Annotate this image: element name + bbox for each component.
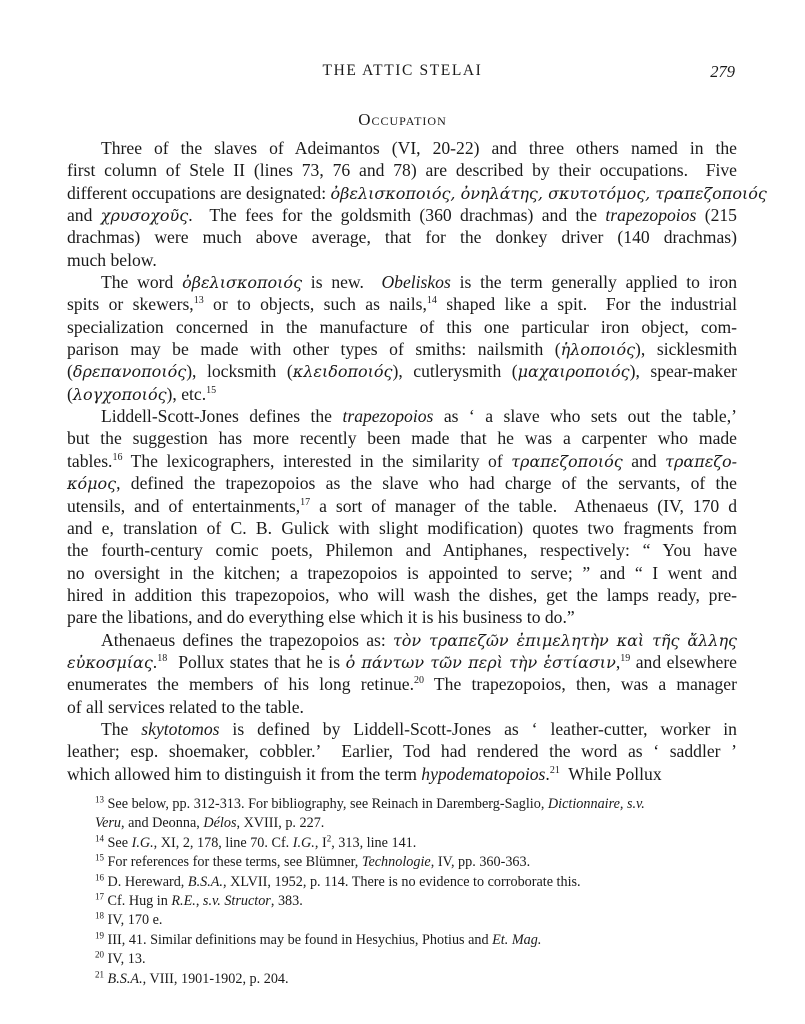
greek-term: τραπεζοποιός bbox=[511, 451, 623, 471]
footnote bbox=[95, 795, 755, 814]
text-run: , and Deonna, bbox=[121, 815, 204, 832]
text-line bbox=[67, 182, 767, 204]
italic-term: Technologie bbox=[361, 854, 431, 871]
text-line bbox=[67, 763, 737, 785]
text-run: spits or skewers, bbox=[67, 294, 194, 315]
italic-term: Veru bbox=[95, 815, 122, 832]
italic-term: trapezopoios bbox=[342, 406, 434, 427]
footnotes bbox=[95, 795, 755, 989]
footnote-ref: 21 bbox=[95, 968, 104, 979]
italic-term: Obeliskos bbox=[381, 272, 451, 293]
text-run: , 383. bbox=[270, 892, 303, 909]
text-line bbox=[67, 204, 737, 226]
text-run: The trapezopoios, then, was a manager bbox=[424, 674, 737, 695]
text-run: enumerates the members of his long retinue. bbox=[67, 674, 415, 695]
text-line bbox=[67, 539, 737, 561]
text-run: different occupations are designated: bbox=[67, 182, 331, 203]
text-run: The lexicographers, interested in the similarity of bbox=[122, 450, 512, 471]
text-run: is the term generally applied to iron bbox=[450, 272, 737, 293]
footnote-ref: 17 bbox=[300, 496, 311, 508]
italic-term: trapezopoios bbox=[605, 205, 697, 226]
text-line bbox=[67, 293, 737, 315]
text-run: is new. bbox=[302, 272, 382, 293]
text-line bbox=[67, 740, 737, 762]
text-run: drachmas) were much above average, that for the donkey driver (140 drachmas) bbox=[67, 227, 737, 248]
text-line bbox=[67, 159, 737, 181]
greek-term: ὁ πάντων τῶν περὶ τὴν ἑστίασιν bbox=[345, 652, 616, 672]
italic-term: B.S.A. bbox=[107, 970, 143, 987]
text-line bbox=[67, 360, 737, 382]
text-run: D. Hereward, bbox=[104, 873, 188, 890]
text-run: The bbox=[101, 718, 142, 739]
text-line bbox=[67, 137, 737, 159]
text-run: (215 bbox=[696, 205, 737, 226]
footnote bbox=[95, 834, 755, 853]
text-run: and e, translation of C. B. Gulick with slight modification) quotes two fragments from bbox=[67, 517, 737, 538]
text-run: The word bbox=[101, 272, 183, 293]
text-line bbox=[67, 673, 737, 695]
text-run: ( bbox=[67, 383, 73, 404]
text-line bbox=[67, 651, 737, 673]
text-run: , XVIII, p. 227. bbox=[236, 815, 325, 832]
text-run: or to objects, such as nails, bbox=[203, 294, 427, 315]
footnote bbox=[95, 950, 755, 969]
text-run: and elsewhere bbox=[630, 651, 737, 672]
greek-term: κόμος bbox=[67, 474, 117, 494]
italic-term: s.v. Structor bbox=[202, 892, 271, 909]
page-header bbox=[0, 62, 805, 86]
italic-term: B.S.A. bbox=[187, 873, 223, 890]
greek-term: χρυσοχοῦς bbox=[100, 206, 189, 226]
text-line bbox=[67, 517, 737, 539]
text-line bbox=[67, 584, 737, 606]
greek-term: τραπεζο- bbox=[665, 451, 737, 471]
text-run: but the suggestion has more recently been made that he was a carpenter who made bbox=[67, 428, 737, 449]
text-run: Cf. Hug in bbox=[104, 892, 172, 909]
italic-term: Délos bbox=[203, 815, 237, 832]
italic-term: skytotomos bbox=[141, 718, 220, 739]
text-run: ), spear-maker bbox=[629, 361, 737, 382]
text-run: the fourth-century comic poets, Philemon and Antiphanes, respectively: “ You have bbox=[67, 540, 737, 561]
text-run: of all services related to the table. bbox=[67, 696, 304, 717]
text-run: , 313, line 141. bbox=[331, 834, 417, 851]
text-run: ), cutlerysmith ( bbox=[392, 361, 518, 382]
text-run: hired in addition this trapezopoios, who will wash the dishes, get the lamps ready, pre- bbox=[67, 584, 737, 605]
page-number: 279 bbox=[710, 62, 735, 81]
text-line bbox=[67, 562, 737, 584]
greek-term: εὐκοσμίας bbox=[67, 652, 153, 672]
greek-term: τὸν τραπεζῶν ἐπιμελητὴν καὶ τῆς ἄλλης bbox=[392, 630, 737, 650]
text-run: Pollux states that he is bbox=[167, 651, 346, 672]
text-run: and bbox=[67, 205, 101, 226]
text-run: , bbox=[615, 651, 621, 672]
greek-term: ὀβελισκοποιός bbox=[182, 273, 303, 293]
footnote-ref: 15 bbox=[206, 384, 217, 396]
greek-term: ὀβελισκοποιός, ὀνηλάτης, σκυτοτόμος, τραπεζοποιός bbox=[330, 183, 767, 203]
footnote-ref: 14 bbox=[95, 833, 104, 844]
text-run: , XI, 2, 178, line 70. Cf. bbox=[153, 834, 293, 851]
text-run: , IV, pp. 360-363. bbox=[430, 854, 531, 871]
text-run: . The fees for the goldsmith (360 drachmas) and the bbox=[188, 205, 606, 226]
text-run: and bbox=[622, 450, 666, 471]
footnote bbox=[95, 970, 755, 989]
footnote bbox=[95, 873, 755, 892]
italic-term: Dictionnaire, s.v. bbox=[547, 796, 645, 812]
text-run: . bbox=[152, 651, 158, 672]
footnote-ref: 16 bbox=[112, 451, 123, 463]
text-line bbox=[67, 405, 737, 427]
text-run: Athenaeus defines the trapezopoios as: bbox=[101, 629, 393, 650]
italic-term: Et. Mag. bbox=[492, 931, 542, 948]
text-line bbox=[67, 383, 737, 405]
text-run: shaped like a spit. For the industrial bbox=[436, 294, 737, 315]
text-run: a sort of manager of the table. Athenaeus (IV, 170 d bbox=[310, 495, 737, 516]
text-line bbox=[67, 696, 737, 718]
text-run: , VIII, 1901-1902, p. 204. bbox=[142, 970, 289, 987]
text-run: as ‘ a slave who sets out the table,’ bbox=[433, 406, 737, 427]
text-run: specialization concerned in the manufacture of this one particular iron object, com- bbox=[67, 316, 737, 337]
text-line bbox=[67, 450, 737, 472]
text-run: utensils, and of entertainments, bbox=[67, 495, 301, 516]
text-run: IV, 13. bbox=[104, 951, 146, 968]
text-line bbox=[67, 629, 737, 651]
text-run: is defined by Liddell-Scott-Jones as ‘ leather-cutter, worker in bbox=[219, 718, 737, 739]
text-run: , XLVII, 1952, p. 114. There is no evidence to corroborate this. bbox=[222, 873, 581, 890]
text-run: See bbox=[104, 834, 132, 851]
text-run: Three of the slaves of Adeimantos (VI, 20-22) and three others named in the bbox=[101, 138, 737, 158]
running-head: THE ATTIC STELAI bbox=[322, 62, 483, 79]
text-line bbox=[67, 472, 737, 494]
greek-term: ἡλοποιός bbox=[560, 340, 636, 360]
text-run: See below, pp. 312-313. For bibliography, see Reinach in Daremberg-Saglio, bbox=[104, 796, 548, 812]
text-run: , I bbox=[314, 834, 327, 851]
footnote bbox=[95, 931, 755, 950]
footnote-ref: 20 bbox=[414, 675, 425, 687]
text-line bbox=[67, 249, 737, 271]
footnote-ref: 19 bbox=[620, 653, 631, 665]
text-run: . bbox=[545, 763, 550, 784]
text-run: tables. bbox=[67, 450, 113, 471]
text-line bbox=[67, 718, 737, 740]
footnote-ref: 15 bbox=[95, 852, 104, 863]
italic-term: R.E. bbox=[171, 892, 196, 909]
footnote-ref: 18 bbox=[95, 910, 104, 921]
footnote-ref: 14 bbox=[426, 295, 437, 307]
text-run: leather; esp. shoemaker, cobbler.’ Earlier, Tod had rendered the word as ‘ saddler ’ bbox=[67, 741, 737, 762]
text-line bbox=[67, 226, 737, 248]
footnote-ref: 20 bbox=[95, 949, 104, 960]
text-run: ), locksmith ( bbox=[186, 361, 293, 382]
text-run: ), etc. bbox=[166, 383, 207, 404]
text-run: first column of Stele II (lines 73, 76 and 78) are described by their occupations. Five bbox=[67, 160, 737, 181]
footnote-ref: 18 bbox=[157, 653, 168, 665]
footnote bbox=[95, 892, 755, 911]
text-run: ), sicklesmith bbox=[635, 339, 737, 360]
text-run: no oversight in the kitchen; a trapezopoios is appointed to serve; ” and “ I went and bbox=[67, 562, 737, 583]
greek-term: κλειδοποιός bbox=[292, 362, 393, 382]
superscript: 2 bbox=[326, 833, 332, 844]
text-run: While Pollux bbox=[559, 763, 662, 784]
text-run: parison may be made with other types of smiths: nailsmith ( bbox=[67, 339, 561, 360]
footnote-ref: 13 bbox=[95, 794, 104, 805]
body-text bbox=[67, 137, 767, 785]
text-run: pare the libations, and do everything else which it is his business to do.” bbox=[67, 607, 575, 628]
footnote-ref: 16 bbox=[95, 871, 104, 882]
text-run: , bbox=[195, 892, 203, 909]
footnote-ref: 21 bbox=[549, 764, 560, 776]
text-line bbox=[67, 427, 737, 449]
text-line bbox=[67, 606, 737, 628]
text-run: Liddell-Scott-Jones defines the bbox=[101, 406, 343, 427]
footnote bbox=[95, 853, 755, 872]
footnote-ref: 17 bbox=[95, 891, 104, 902]
greek-term: δρεπανοποιός bbox=[72, 362, 187, 382]
text-run: which allowed him to distinguish it from the term bbox=[67, 763, 422, 784]
text-run: III, 41. Similar definitions may be found in Hesychius, Photius and bbox=[104, 931, 493, 948]
text-run: IV, 170 e. bbox=[104, 912, 163, 929]
text-line bbox=[67, 316, 737, 338]
footnote-ref: 19 bbox=[95, 930, 104, 940]
text-run: much below. bbox=[67, 249, 157, 270]
section-title: Occupation bbox=[358, 110, 447, 129]
text-line bbox=[67, 271, 737, 293]
italic-term: I.G. bbox=[131, 834, 154, 851]
footnote bbox=[95, 911, 755, 930]
italic-term: hypodematopoios bbox=[421, 763, 546, 784]
footnote-continuation bbox=[95, 814, 755, 833]
text-run: , defined the trapezopoios as the slave who had charge of the servants, of the bbox=[116, 473, 737, 494]
italic-term: I.G. bbox=[292, 834, 315, 851]
text-line bbox=[67, 495, 737, 517]
footnote-ref: 13 bbox=[193, 295, 204, 307]
text-line bbox=[67, 338, 737, 360]
text-run: For references for these terms, see Blümner, bbox=[104, 854, 362, 871]
greek-term: λογχοποιός bbox=[72, 384, 167, 404]
greek-term: μαχαιροποιός bbox=[517, 362, 630, 382]
text-run: ( bbox=[67, 361, 73, 382]
